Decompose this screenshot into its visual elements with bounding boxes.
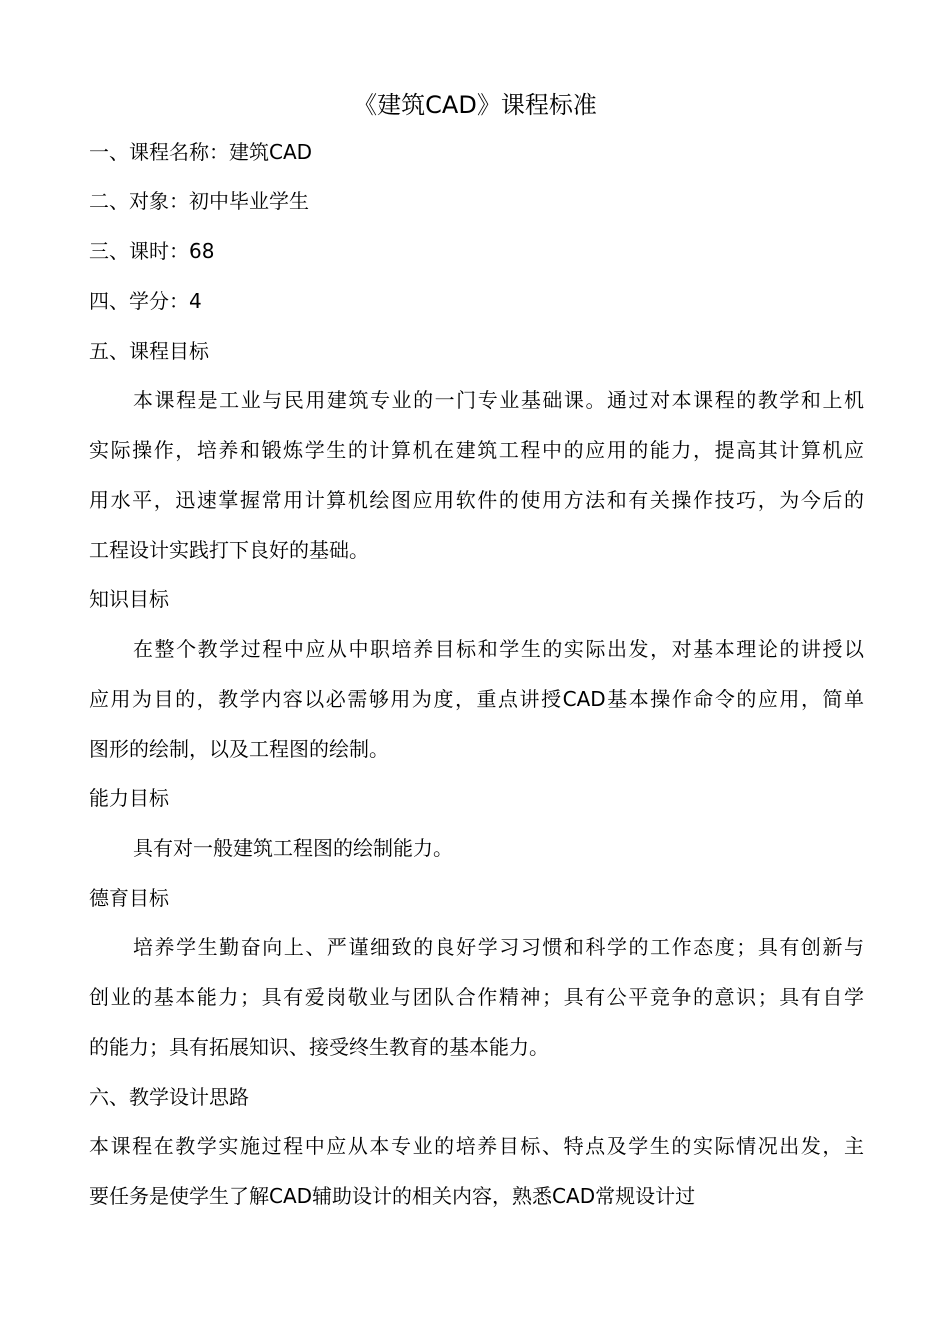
heading-course-goals: 五、课程目标 [89,339,209,363]
paragraph-line: 培养学生勤奋向上、严谨细致的良好学习习惯和科学的工作态度；具有创新与 [133,935,864,959]
paragraph-line: 在整个教学过程中应从中职培养目标和学生的实际出发，对基本理论的讲授以 [133,637,864,661]
paragraph-line: 要任务是使学生了解CAD辅助设计的相关内容，熟悉CAD常规设计过 [89,1184,696,1208]
paragraph-line: 实际操作，培养和锻炼学生的计算机在建筑工程中的应用的能力，提高其计算机应 [89,438,864,462]
paragraph-line: 工程设计实践打下良好的基础。 [89,538,369,562]
paragraph-line: 应用为目的，教学内容以必需够用为度，重点讲授CAD基本操作命令的应用，简单 [89,687,864,711]
paragraph-line: 的能力；具有拓展知识、接受终生教育的基本能力。 [89,1035,549,1059]
item-credits: 四、学分：4 [89,289,202,313]
paragraph-line: 具有对一般建筑工程图的绘制能力。 [133,836,453,860]
paragraph-line: 本课程是工业与民用建筑专业的一门专业基础课。通过对本课程的教学和上机 [133,388,864,412]
paragraph-line: 创业的基本能力；具有爱岗敬业与团队合作精神；具有公平竞争的意识；具有自学 [89,985,864,1009]
item-hours: 三、课时：68 [89,239,215,263]
paragraph-line: 本课程在教学实施过程中应从本专业的培养目标、特点及学生的实际情况出发，主 [89,1134,864,1158]
paragraph-line: 用水平，迅速掌握常用计算机绘图应用软件的使用方法和有关操作技巧，为今后的 [89,488,864,512]
heading-ability-goals: 能力目标 [89,786,169,810]
document-title: 《建筑CAD》课程标准 [353,91,597,119]
heading-design-approach: 六、教学设计思路 [89,1085,249,1109]
item-audience: 二、对象：初中毕业学生 [89,189,309,213]
heading-knowledge-goals: 知识目标 [89,587,169,611]
item-course-name: 一、课程名称：建筑CAD [89,140,313,164]
paragraph-line: 图形的绘制，以及工程图的绘制。 [89,737,389,761]
heading-moral-goals: 德育目标 [89,886,169,910]
